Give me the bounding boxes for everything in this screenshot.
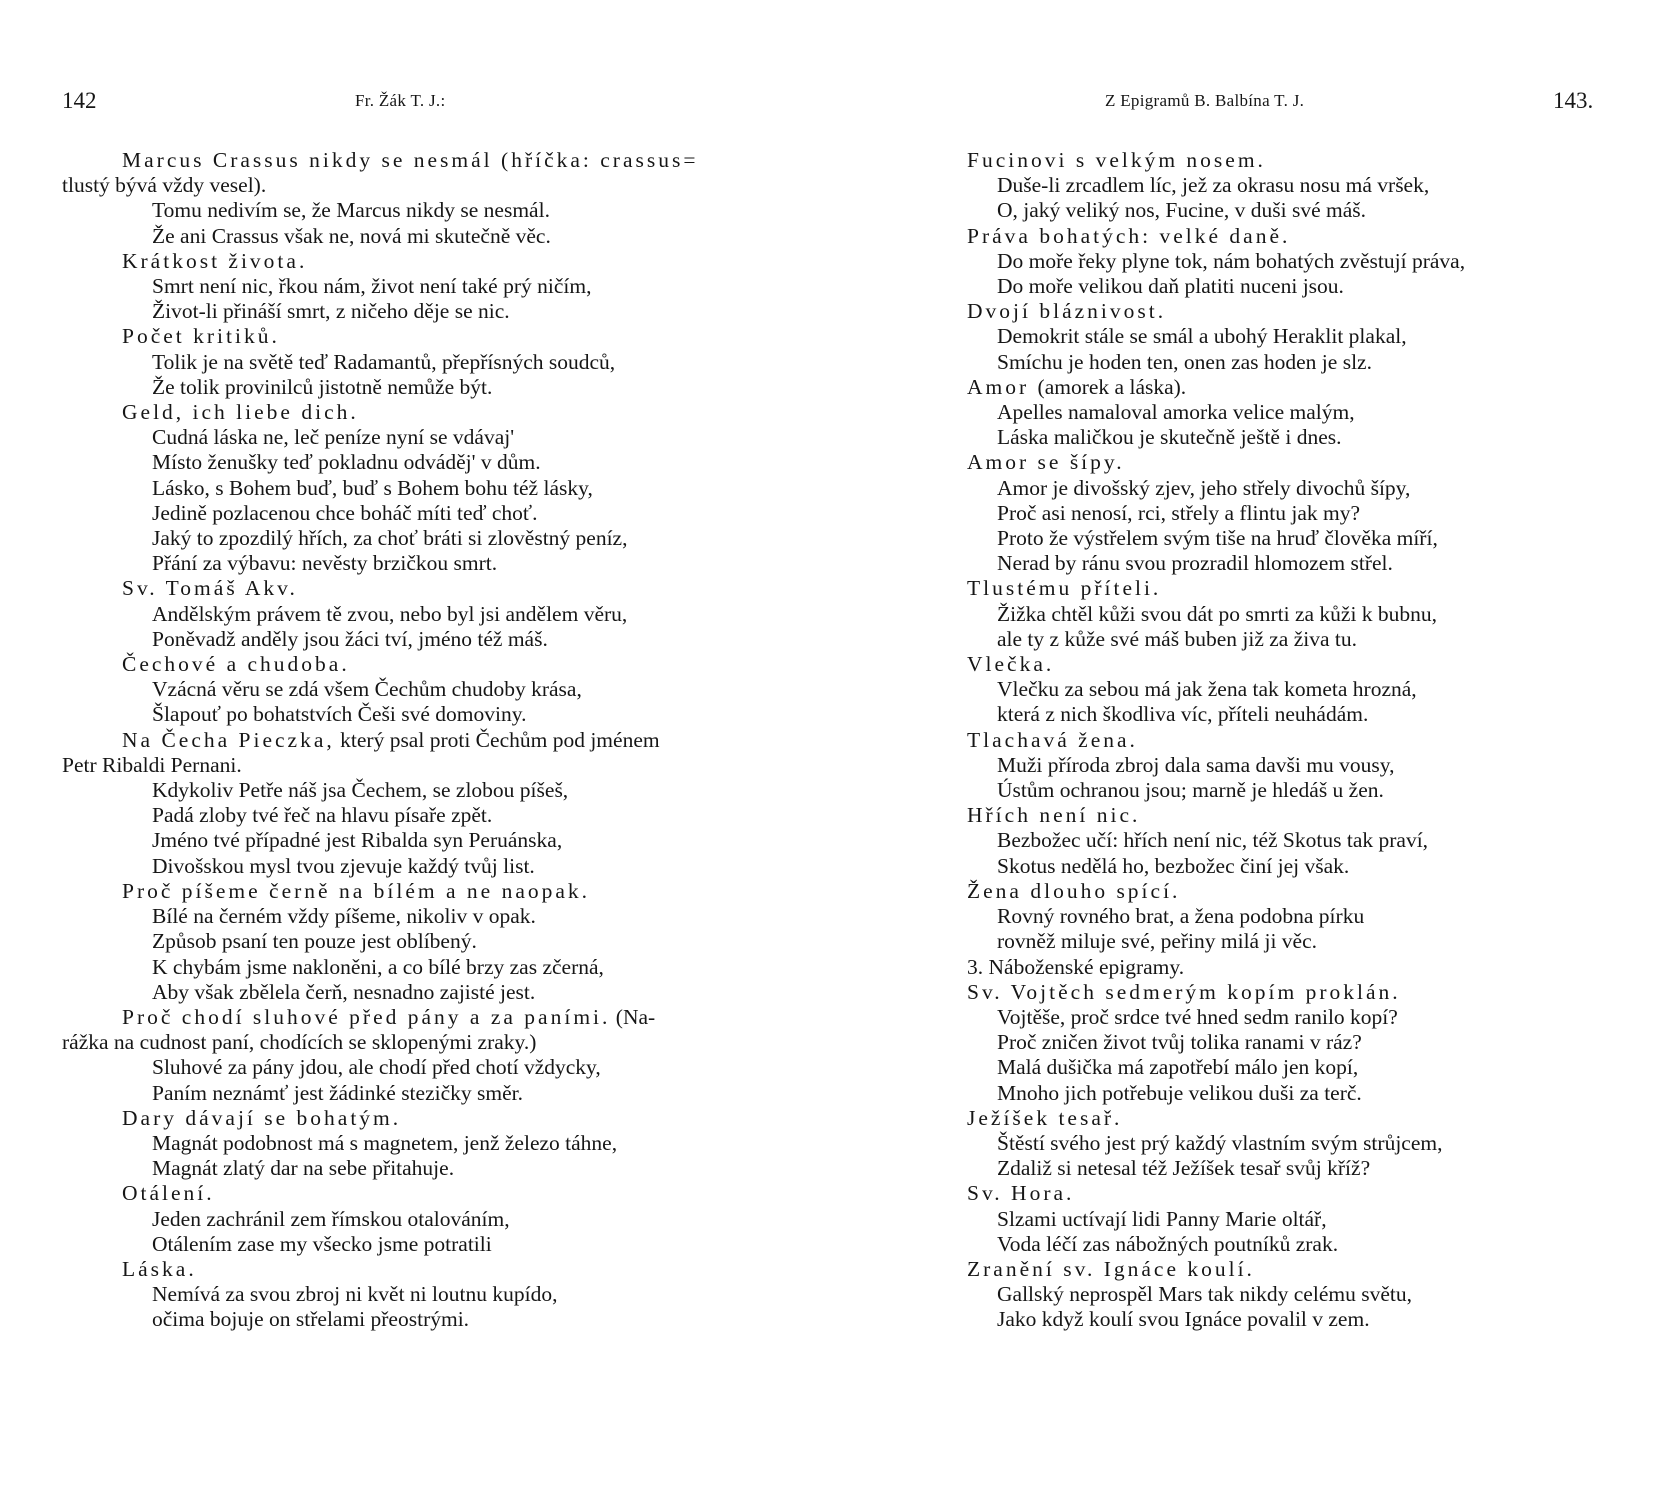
epigram-intro-paragraph: [62, 1005, 782, 1055]
epigram-title-text: Počet kritiků.: [122, 324, 280, 349]
epigram-title: [122, 1106, 782, 1131]
verse-line: Šlapouť po bohatstvích Češi své domoviny.: [152, 702, 527, 727]
epigram-title-text: Krátkost života.: [122, 248, 308, 273]
epigram-title-text: Geld, ich liebe dich.: [122, 400, 359, 425]
verse-line: Kdykoliv Petře náš jsa Čechem, se zlobou píšeš,: [152, 778, 569, 803]
verse-line: Tomu nedivím se, že Marcus nikdy se nesmál.: [152, 198, 550, 223]
paragraph-first-line: [122, 1005, 782, 1030]
verse-line: Ústům ochranou jsou; marně je hledáš u žen.: [997, 778, 1384, 803]
verse-line: Andělským právem tě zvou, nebo byl jsi andělem věru,: [152, 601, 628, 626]
verse-line: Aby však zbělela čerň, nesnadno zajisté jest.: [152, 979, 536, 1004]
verse-line: Mnoho jich potřebuje velikou duši za terč.: [997, 1080, 1362, 1105]
paragraph-first-text: (Na-: [615, 1004, 656, 1029]
epigram-title-text: Proč píšeme černě na bílém a ne naopak.: [122, 878, 591, 903]
epigram-title-text: Sv. Hora.: [967, 1181, 1075, 1206]
epigram-title-text: Sv. Tomáš Akv.: [122, 576, 298, 601]
verse-line: Padá zloby tvé řeč na hlavu písaře zpět.: [152, 803, 493, 828]
epigram-intro-paragraph: [62, 728, 782, 778]
epigram-title: [122, 400, 782, 425]
epigram-title-text: Amor: [967, 374, 1030, 399]
epigram-title-text: Tlachavá žena.: [967, 727, 1138, 752]
verse-line: K chybám jsme nakloněni, a co bílé brzy zas zčerná,: [152, 954, 604, 979]
verse-line: Amor je divošský zjev, jeho střely divochů šípy,: [997, 475, 1411, 500]
verse-line: která z nich škodliva víc, příteli neuhádám.: [997, 702, 1369, 727]
verse-line: Nerad by ránu svou prozradil hlomozem střel.: [997, 551, 1393, 576]
verse-line: Bílé na černém vždy píšeme, nikoliv v opak.: [152, 904, 536, 929]
paragraph-continuation: Petr Ribaldi Pernani.: [62, 752, 242, 777]
epigram-title: [122, 249, 782, 274]
running-head: Z Epigramů B. Balbína T. J.: [1105, 91, 1305, 110]
verse-line: Zdaliž si netesal též Ježíšek tesař svůj kříž?: [997, 1156, 1371, 1181]
section-heading: 3. Náboženské epigramy.: [967, 954, 1185, 979]
epigram-title: [967, 375, 1637, 400]
verse-line: Rovný rovného brat, a žena podobna pírku: [997, 904, 1365, 929]
verse-line: Jako když koulí svou Ignáce povalil v zem.: [997, 1307, 1370, 1332]
epigram-title-text: Hřích není nic.: [967, 803, 1141, 828]
verse-line: Paním neznámť jest žádinké stezičky směr.: [152, 1080, 523, 1105]
epigram-title-note: (amorek a láska).: [1037, 374, 1187, 399]
verse-line: Malá dušička má zapotřebí málo jen kopí,: [997, 1055, 1359, 1080]
epigram-title-text: Otálení.: [122, 1181, 215, 1206]
verse-line: Do moře velikou daň platiti nuceni jsou.: [997, 274, 1344, 299]
verse-line: Proč zničen život tvůj tolika ranami v ráz?: [997, 1030, 1362, 1055]
verse-line: Magnát zlatý dar na sebe přitahuje.: [152, 1156, 455, 1181]
verse-line: Lásko, s Bohem buď, buď s Bohem bohu též lásky,: [152, 475, 593, 500]
epigram-title: [967, 1106, 1637, 1131]
verse-line: Skotus nedělá ho, bezbožec činí jej však.: [997, 853, 1350, 878]
epigram-title-text: Dvojí bláznivost.: [967, 299, 1167, 324]
epigram-title: [122, 1257, 782, 1282]
right-page: [835, 0, 1670, 1500]
verse-line: Vlečku za sebou má jak žena tak kometa hrozná,: [997, 677, 1417, 702]
epigram-title: [122, 576, 782, 601]
verse-line: Proč asi nenosí, rci, střely a flintu jak my?: [997, 500, 1361, 525]
epigram-title-text: Tlustému příteli.: [967, 576, 1162, 601]
verse-line: Vzácná věru se zdá všem Čechům chudoby krása,: [152, 677, 582, 702]
paragraph-first-text: který psal proti Čechům pod jménem: [340, 727, 660, 752]
paragraph-continuation: tlustý bývá vždy vesel).: [62, 173, 267, 198]
epigram-title-text: Proč chodí sluhové před pány a za paními.: [122, 1004, 611, 1029]
verse-line: ale ty z kůže své máš buben již za živa tu.: [997, 626, 1357, 651]
page-text: [62, 148, 782, 1333]
verse-line: Místo ženušky teď pokladnu odváděj' v dům.: [152, 450, 541, 475]
page-number: 142: [62, 88, 97, 113]
verse-line: Smrt není nic, řkou nám, život není také prý ničím,: [152, 274, 592, 299]
verse-line: Jedině pozlacenou chce boháč míti teď choť.: [152, 500, 538, 525]
epigram-title-text: Amor se šípy.: [967, 450, 1125, 475]
paragraph-first-text: Marcus Crassus nikdy se nesmál (hříčka: crassus=: [122, 148, 699, 172]
epigram-title-text: Láska.: [122, 1256, 197, 1281]
verse-line: Demokrit stále se smál a ubohý Heraklit plakal,: [997, 324, 1407, 349]
verse-line: Cudná láska ne, leč peníze nyní se vdávaj': [152, 425, 515, 450]
verse-line: Apelles namaloval amorka velice malým,: [997, 400, 1355, 425]
verse-line: O, jaký veliký nos, Fucine, v duši své máš.: [997, 198, 1367, 223]
verse-line: Žižka chtěl kůži svou dát po smrti za kůži k bubnu,: [997, 601, 1438, 626]
epigram-title: [967, 1181, 1637, 1206]
running-header: [0, 88, 835, 118]
verse-line: Jméno tvé případné jest Ribalda syn Peruánska,: [152, 828, 563, 853]
verse-line: Magnát podobnost má s magnetem, jenž železo táhne,: [152, 1130, 618, 1155]
verse-line: Do moře řeky plyne tok, nám bohatých zvěstují práva,: [997, 248, 1466, 273]
verse-line: Divošskou mysl tvou zjevuje každý tvůj list.: [152, 853, 535, 878]
epigram-title: [967, 879, 1637, 904]
epigram-title: [122, 1181, 782, 1206]
verse-line: Štěstí svého jest prý každý vlastním svým strůjcem,: [997, 1130, 1443, 1155]
epigram-title-text: Vlečka.: [967, 652, 1055, 677]
epigram-title: [967, 652, 1637, 677]
paragraph-continuation: rážka na cudnost paní, chodících se sklopenými zraky.): [62, 1030, 537, 1055]
epigram-title: [122, 652, 782, 677]
verse-line: Poněvadž anděly jsou žáci tví, jméno též máš.: [152, 626, 548, 651]
epigram-title: [967, 980, 1637, 1005]
epigram-title: [122, 324, 782, 349]
epigram-title-text: Práva bohatých: velké daně.: [967, 223, 1291, 248]
verse-line: Bezbožec učí: hřích není nic, též Skotus tak praví,: [997, 828, 1429, 853]
epigram-title: [967, 450, 1637, 475]
verse-line: Jeden zachránil zem římskou otalováním,: [152, 1206, 510, 1231]
verse-line: Jaký to zpozdilý hřích, za choť bráti si zlověstný peníz,: [152, 526, 628, 551]
verse-line: Muži příroda zbroj dala sama davši mu vousy,: [997, 752, 1395, 777]
verse-line: Proto že výstřelem svým tiše na hruď člověka míří,: [997, 526, 1438, 551]
verse-line: Přání za výbavu: nevěsty brzičkou smrt.: [152, 551, 498, 576]
verse-line: Smíchu je hoden ten, onen zas hoden je slz.: [997, 349, 1372, 374]
epigram-title-text: Ježíšek tesař.: [967, 1105, 1123, 1130]
paragraph-first-line: [122, 148, 782, 173]
epigram-title-text: Dary dávají se bohatým.: [122, 1105, 402, 1130]
epigram-title: [122, 879, 782, 904]
verse-line: Že ani Crassus však ne, nová mi skutečně věc.: [152, 223, 551, 248]
verse-line: Láska maličkou je skutečně ještě i dnes.: [997, 425, 1342, 450]
running-head: Fr. Žák T. J.:: [355, 91, 446, 110]
page-text: [937, 148, 1637, 1333]
epigram-title: [967, 576, 1637, 601]
verse-line: Vojtěše, proč srdce tvé hned sedm ranilo kopí?: [997, 1004, 1398, 1029]
epigram-title-text: Fucinovi s velkým nosem.: [967, 148, 1266, 172]
paragraph-first-line: [122, 728, 782, 753]
verse-line: Slzami uctívají lidi Panny Marie oltář,: [997, 1206, 1327, 1231]
verse-line: Voda léčí zas nábožných poutníků zrak.: [997, 1231, 1339, 1256]
verse-line: Sluhové za pány jdou, ale chodí před chotí vždycky,: [152, 1055, 601, 1080]
epigram-title: [967, 728, 1637, 753]
epigram-title: [967, 1257, 1637, 1282]
epigram-title-text: Zranění sv. Ignáce koulí.: [967, 1256, 1255, 1281]
verse-line: Tolik je na světě teď Radamantů, přepřísných soudců,: [152, 349, 616, 374]
epigram-title-text: Sv. Vojtěch sedmerým kopím proklán.: [967, 979, 1401, 1004]
verse-line: Duše-li zrcadlem líc, jež za okrasu nosu má vršek,: [997, 173, 1430, 198]
epigram-title-text: Žena dlouho spící.: [967, 878, 1181, 903]
page-number: 143.: [1553, 88, 1594, 113]
verse-line: Otálením zase my všecko jsme potratili: [152, 1231, 492, 1256]
epigram-title-text: Na Čecha Pieczka,: [122, 727, 335, 752]
epigram-intro-paragraph: [62, 148, 782, 198]
verse-line: rovněž miluje své, peřiny milá ji věc.: [997, 929, 1318, 954]
verse-line: Nemívá za svou zbroj ni květ ni loutnu kupído,: [152, 1282, 558, 1307]
epigram-title: [967, 299, 1637, 324]
running-header: [835, 88, 1670, 118]
verse-line: Způsob psaní ten pouze jest oblíbený.: [152, 929, 477, 954]
epigram-title-text: Čechové a chudoba.: [122, 652, 350, 677]
verse-line: Život-li přináší smrt, z ničeho děje se nic.: [152, 299, 510, 324]
epigram-title: [967, 148, 1637, 173]
verse-line: očima bojuje on střelami přeostrými.: [152, 1307, 470, 1332]
verse-line: Že tolik provinilců jistotně nemůže být.: [152, 374, 493, 399]
epigram-title: [967, 803, 1637, 828]
epigram-title: [967, 224, 1637, 249]
verse-line: Gallský neprospěl Mars tak nikdy celému světu,: [997, 1282, 1412, 1307]
